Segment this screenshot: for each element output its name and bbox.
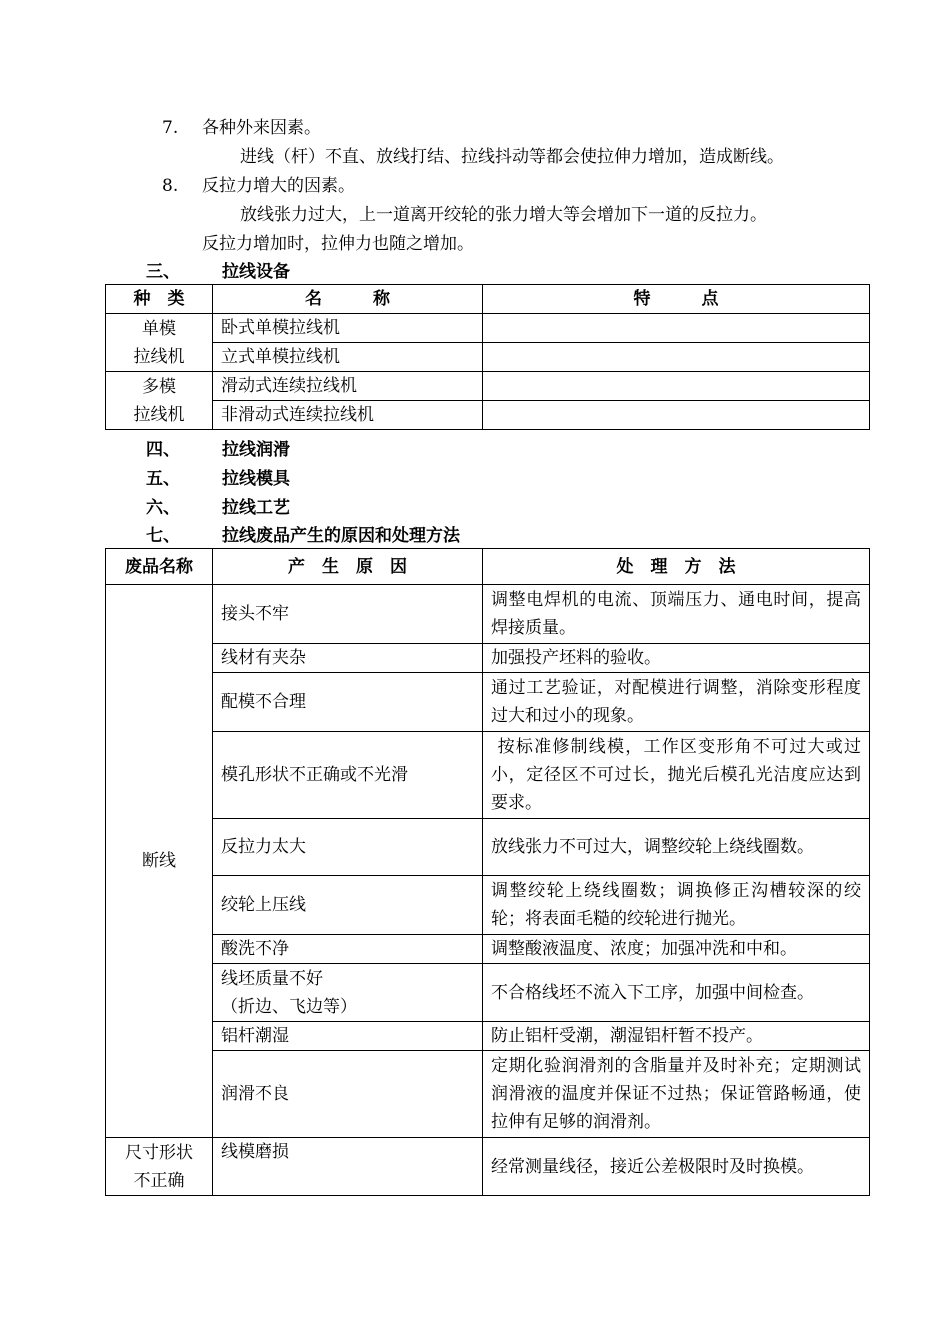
section-3-number: 三、: [146, 262, 180, 282]
defect-method: 调整绞轮上绕线圈数；调换修正沟槽较深的绞轮；将表面毛糙的绞轮进行抛光。: [483, 876, 870, 935]
item-8-body-line1: 放线张力过大，上一道离开绞轮的张力增大等会增加下一道的反拉力。: [240, 205, 767, 225]
defect-header-name: 废品名称: [106, 549, 213, 585]
section-4-number: 四、: [146, 440, 180, 460]
equipment-name: 滑动式连续拉线机: [213, 372, 483, 401]
defect-method: 加强投产坯料的验收。: [483, 644, 870, 673]
defect-method: 经常测量线径，接近公差极限时及时换模。: [483, 1138, 870, 1196]
defect-table: [105, 548, 870, 1196]
equipment-feature: [483, 372, 870, 401]
defect-cause: 配模不合理: [213, 673, 483, 732]
section-5-title: 拉线模具: [222, 469, 290, 489]
section-7-title: 拉线废品产生的原因和处理方法: [222, 526, 460, 546]
equipment-feature: [483, 401, 870, 430]
equipment-feature: [483, 314, 870, 343]
section-6-number: 六、: [146, 498, 180, 518]
section-4-title: 拉线润滑: [222, 440, 290, 460]
defect-cause: 润滑不良: [213, 1051, 483, 1138]
section-6-title: 拉线工艺: [222, 498, 290, 518]
equipment-kind-multi-die: 多模 拉线机: [106, 372, 213, 430]
defect-cause: 模孔形状不正确或不光滑: [213, 732, 483, 819]
section-3-title: 拉线设备: [222, 262, 290, 282]
equipment-feature: [483, 343, 870, 372]
defect-cause: 反拉力太大: [213, 819, 483, 876]
equipment-name: 非滑动式连续拉线机: [213, 401, 483, 430]
defect-group-size-shape: 尺寸形状 不正确: [106, 1138, 213, 1196]
defect-method: 不合格线坯不流入下工序，加强中间检查。: [483, 964, 870, 1022]
defect-method: 定期化验润滑剂的含脂量并及时补充；定期测试润滑液的温度并保证不过热；保证管路畅通，使拉伸有足够的润滑剂。: [483, 1051, 870, 1138]
item-7-body: 进线（杆）不直、放线打结、拉线抖动等都会使拉伸力增加，造成断线。: [240, 147, 784, 167]
defect-header-cause: 产 生 原 因: [213, 549, 483, 585]
defect-method: 防止铝杆受潮，潮湿铝杆暂不投产。: [483, 1022, 870, 1051]
section-5-number: 五、: [146, 469, 180, 489]
item-8-number: 8.: [162, 176, 179, 196]
equipment-header-name: 名 称: [213, 285, 483, 314]
defect-cause: 酸洗不净: [213, 935, 483, 964]
defect-cause: 铝杆潮湿: [213, 1022, 483, 1051]
item-8-title: 反拉力增大的因素。: [202, 176, 355, 196]
section-7-number: 七、: [146, 526, 180, 546]
equipment-name: 立式单模拉线机: [213, 343, 483, 372]
defect-header-method: 处 理 方 法: [483, 549, 870, 585]
equipment-table: [105, 284, 870, 430]
equipment-kind-single-die: 单模 拉线机: [106, 314, 213, 372]
defect-cause: 线坯质量不好 （折边、飞边等）: [213, 964, 483, 1022]
defect-group-wire-break: 断线: [106, 585, 213, 1138]
defect-method: 调整酸液温度、浓度；加强冲洗和中和。: [483, 935, 870, 964]
equipment-name: 卧式单模拉线机: [213, 314, 483, 343]
defect-method: 放线张力不可过大，调整绞轮上绕线圈数。: [483, 819, 870, 876]
item-7-number: 7.: [162, 118, 179, 138]
defect-cause: 接头不牢: [213, 585, 483, 644]
item-7-title: 各种外来因素。: [202, 118, 321, 138]
defect-cause: 线模磨损: [213, 1138, 483, 1196]
defect-method: 调整电焊机的电流、顶端压力、通电时间，提高焊接质量。: [483, 585, 870, 644]
defect-cause: 线材有夹杂: [213, 644, 483, 673]
defect-cause: 绞轮上压线: [213, 876, 483, 935]
equipment-header-kind: 种 类: [106, 285, 213, 314]
item-8-body-line2: 反拉力增加时，拉伸力也随之增加。: [202, 234, 474, 254]
equipment-header-feature: 特 点: [483, 285, 870, 314]
defect-method: 按标准修制线模，工作区变形角不可过大或过小，定径区不可过长，抛光后模孔光洁度应达到要求。: [483, 732, 870, 819]
defect-method: 通过工艺验证，对配模进行调整，消除变形程度过大和过小的现象。: [483, 673, 870, 732]
